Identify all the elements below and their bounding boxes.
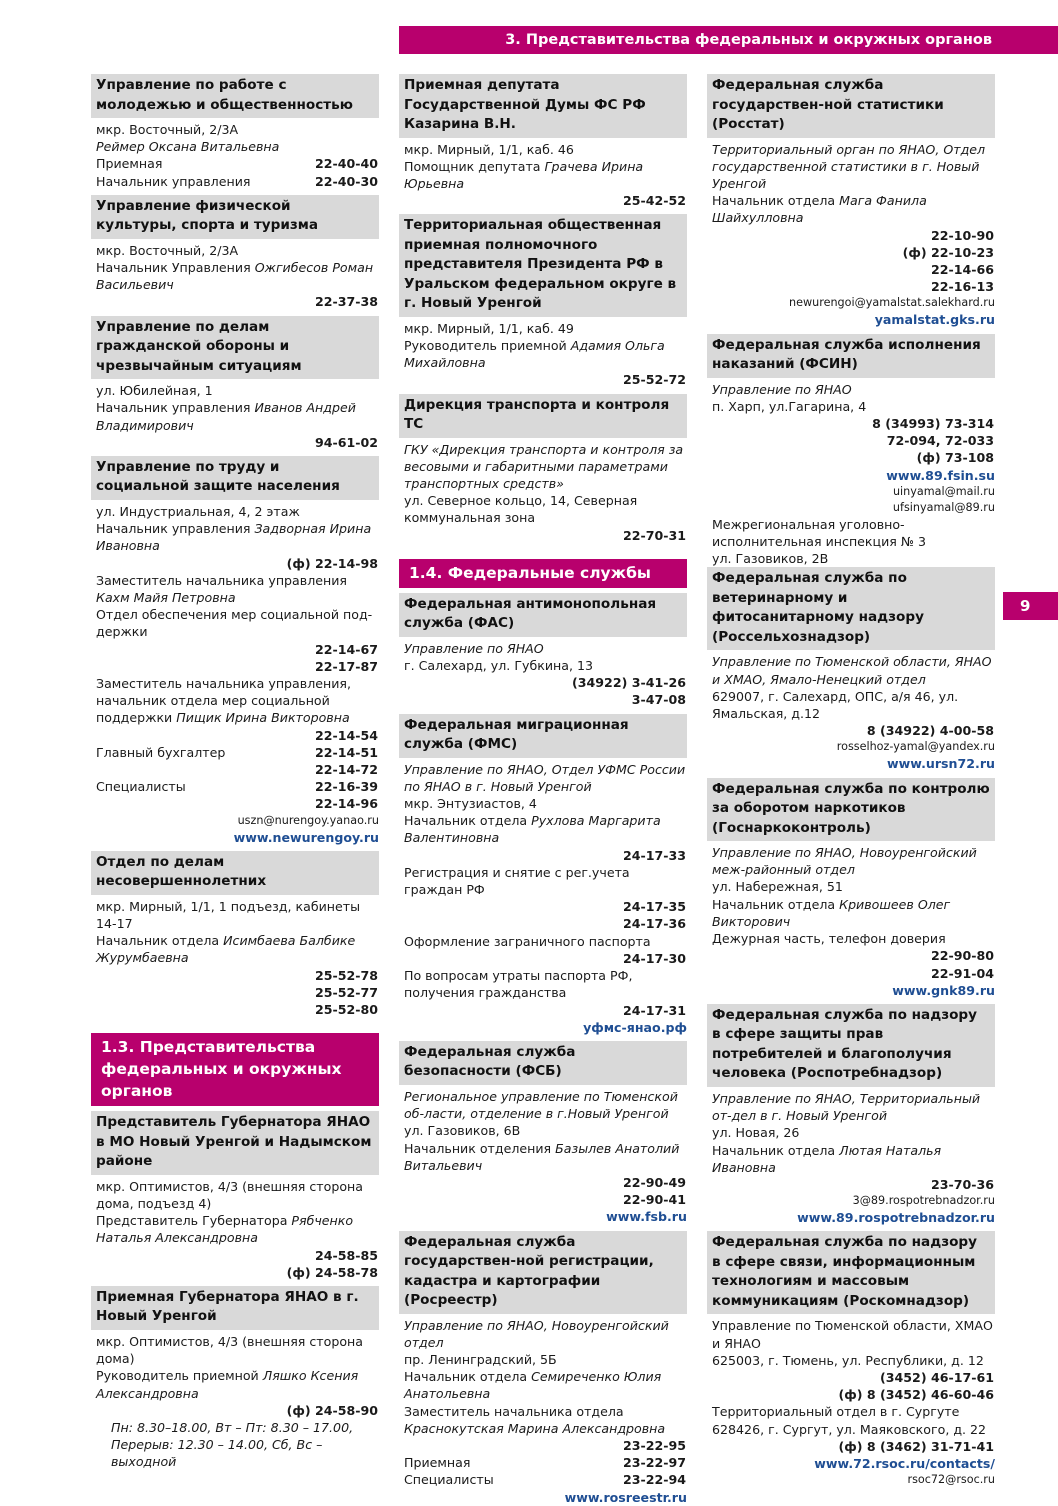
phone-number: 22-40-30: [314, 173, 378, 189]
column-middle: [399, 74, 687, 1506]
text-line: мкр. Оптимистов, 4/3 (внешняя сторона дома): [96, 1333, 363, 1367]
phone-number: 23-22-97: [622, 1455, 686, 1471]
role-label: Начальник отдела: [404, 813, 532, 829]
labeled-phone-row: [399, 1471, 687, 1488]
italic-text-line: Территориальный орган по ЯНАО, Отдел государственной статистики в г. Новый Уренгой: [712, 141, 986, 191]
role-person-line: [91, 520, 379, 554]
person-name: Ожгибесов Роман Васильевич: [96, 260, 374, 293]
phone-number: 23-22-94: [622, 1472, 686, 1488]
labeled-phone-row: [91, 173, 379, 190]
section-header-bar: [399, 26, 1058, 54]
section-title: 3. Представительства федеральных и окружных органов: [505, 32, 992, 48]
text-line: мкр. Энтузиастов, 4: [404, 796, 537, 812]
entry-heading: Федеральная служба по надзору в сфере защиты прав потребителей и благополучия человека (Роспотребнадзор): [707, 1004, 995, 1087]
italic-text-line: Управление по ЯНАО, Территориальный от-дел в г. Новый Уренгой: [712, 1090, 981, 1124]
labeled-phone-row: [91, 778, 379, 795]
role-label: Начальник отдела: [712, 896, 840, 912]
entry-heading: Приемная депутата Государственной Думы ФС РФ Казарина В.Н.: [399, 74, 687, 138]
entry-heading: Федеральная служба по ветеринарному и фитосанитарному надзору (Россельхознадзор): [707, 567, 995, 650]
person-name: Кахм Майя Петровна: [96, 589, 236, 605]
phone-label: Специалисты: [96, 779, 186, 795]
person-name: Рябченко Наталья Александровна: [96, 1213, 354, 1246]
phone-number: 94-61-02: [314, 434, 378, 450]
role-label: Руководитель приемной: [404, 338, 571, 354]
text-line: мкр. Оптимистов, 4/3 (внешняя сторона дома, подъезд 4): [96, 1178, 363, 1211]
entry-heading: Управление по делам гражданской обороны и чрезвычайным ситуациям: [91, 316, 379, 380]
entry-heading: Федеральная служба по надзору в сфере связи, информационным технологиям и массовым коммуникациям (Роскомнадзор): [707, 1231, 995, 1314]
website-link[interactable]: www.ursn72.ru: [886, 756, 995, 772]
entry-heading: Представитель Губернатора ЯНАО в МО Новый Уренгой и Надымском районе: [91, 1111, 379, 1175]
phone-number: 24-17-33: [622, 847, 686, 863]
person-name: Исимбаева Балбике Журумбаевна: [96, 933, 356, 966]
italic-text-line: Региональное управление по Тюменской об-ласти, отделение в г.Новый Уренгой: [404, 1088, 678, 1122]
phone-number: (ф) 22-14-98: [286, 555, 378, 571]
phone-number: (ф) 24-58-90: [286, 1402, 378, 1418]
role-person-line: [91, 675, 379, 727]
text-line: Регистрация и снятие с рег.учета граждан РФ: [404, 864, 630, 898]
website-link[interactable]: www.89.fsin.su: [886, 467, 995, 483]
section-heading: 1.3. Представительства федеральных и окружных органов: [91, 1033, 379, 1106]
text-line: Управление по Тюменской области, ХМАО и ЯНАО: [712, 1318, 993, 1351]
text-line: 625003, г. Тюмень, ул. Республики, д. 12: [712, 1352, 984, 1368]
role-person-line: [91, 572, 379, 606]
role-person-line: [707, 896, 995, 930]
person-name: Задворная Ирина Ивановна: [96, 521, 372, 554]
phone-number: 22-14-67: [314, 641, 378, 657]
text-line: мкр. Мирный, 1/1, каб. 49: [404, 320, 574, 336]
text-line: Дежурная часть, телефон доверия: [712, 931, 946, 947]
text-line: ул. Газовиков, 2В: [712, 551, 829, 567]
phone-number: 24-58-85: [314, 1247, 378, 1263]
text-line: мкр. Восточный, 2/3А: [96, 122, 239, 137]
role-label: Представитель Губернатора: [96, 1213, 292, 1229]
entry-heading: Управление по труду и социальной защите населения: [91, 456, 379, 500]
phone-number: (ф) 73-108: [916, 450, 994, 466]
phone-number: 24-17-35: [622, 899, 686, 915]
text-line: По вопросам утраты паспорта РФ, получения гражданства: [404, 968, 633, 1001]
text-line: Территориальный отдел в г. Сургуте: [712, 1404, 960, 1420]
phone-number: 22-10-90: [930, 227, 994, 243]
hours-note: Пн: 8.30–18.00, Вт – Пт: 8.30 – 17.00, Перерыв: 12.30 – 14.00, Сб, Вс – выходной: [111, 1419, 354, 1470]
role-person-line: [399, 158, 687, 192]
email-address[interactable]: rsoc72@rsoc.ru: [907, 1473, 995, 1487]
person-name: Мага Фанила Шайхулловна: [712, 193, 927, 226]
italic-text-line: Реймер Оксана Витальевна: [96, 139, 280, 155]
phone-number: 22-14-51: [314, 744, 378, 760]
role-person-line: [707, 192, 995, 226]
person-name: Адамия Ольга Михайловна: [404, 338, 665, 371]
entry-heading: Управление физической культуры, спорта и туризма: [91, 195, 379, 239]
phone-number: 25-52-72: [622, 372, 686, 388]
text-line: мкр. Мирный, 1/1, 1 подъезд, кабинеты 14-17: [96, 898, 361, 931]
role-person-line: [707, 1142, 995, 1176]
role-person-line: [91, 399, 379, 433]
italic-text-line: Управление по ЯНАО, Отдел УФМС России по ЯНАО в г. Новый Уренгой: [404, 761, 686, 794]
phone-number: 24-17-30: [622, 950, 686, 966]
labeled-phone-row: [399, 1454, 687, 1471]
person-name: Кривошеев Олег Викторович: [712, 896, 951, 929]
person-name: Пищик Ирина Викторовна: [176, 710, 350, 726]
role-label: Руководитель приемной: [96, 1368, 263, 1384]
phone-number: 72-094, 72-033: [886, 433, 994, 449]
text-line: Отдел обеспечения мер социальной под-держки: [96, 607, 373, 640]
column-left: [91, 74, 379, 1471]
entry-heading: Дирекция транспорта и контроля ТС: [399, 394, 687, 438]
phone-number: (3452) 46-17-61: [880, 1369, 994, 1385]
role-label: Начальник отдела: [712, 193, 840, 209]
role-label: Заместитель начальника управления: [96, 572, 347, 588]
entry-heading: Отдел по делам несовершеннолетних: [91, 851, 379, 895]
phone-number: 25-52-77: [314, 984, 378, 1000]
italic-text-line: Управление по ЯНАО, Новоуренгойский отдел: [404, 1317, 669, 1350]
phone-number: 22-90-41: [622, 1192, 686, 1208]
phone-label: Приемная: [96, 156, 163, 172]
person-name: Семиреченко Юлия Анатольевна: [404, 1369, 662, 1402]
phone-number: 22-14-66: [930, 261, 994, 277]
text-line: ул. Набережная, 51: [712, 879, 843, 895]
phone-number: (34922) 3-41-26: [572, 675, 686, 691]
phone-number: (ф) 24-58-78: [286, 1264, 378, 1280]
phone-number: 22-14-54: [314, 727, 378, 743]
person-name: Ляшко Ксения Александровна: [96, 1368, 359, 1401]
text-line: Межрегиональная уголовно-исполнительная инспекция № 3: [712, 516, 926, 549]
text-line: Оформление заграничного паспорта: [404, 933, 651, 949]
role-person-line: [91, 1367, 379, 1401]
email-address[interactable]: ufsinyamal@89.ru: [892, 500, 995, 514]
text-line: г. Салехард, ул. Губкина, 13: [404, 658, 593, 674]
entry-heading: Федеральная служба исполнения наказаний (ФСИН): [707, 334, 995, 378]
role-label: Начальник отдела: [712, 1142, 840, 1158]
text-line: мкр. Мирный, 1/1, каб. 46: [404, 141, 574, 157]
phone-number: 22-14-72: [314, 761, 378, 777]
column-right: [707, 74, 995, 1488]
website-link[interactable]: yamalstat.gks.ru: [874, 312, 995, 328]
entry-heading: Управление по работе с молодежью и общественностью: [91, 74, 379, 118]
text-line: ул. Новая, 26: [712, 1125, 800, 1141]
website-link[interactable]: www.89.rospotrebnadzor.ru: [797, 1210, 995, 1226]
phone-number: 25-52-78: [314, 967, 378, 983]
person-name: Рухлова Маргарита Валентиновна: [404, 813, 661, 846]
phone-number: 8 (34993) 73-314: [872, 415, 994, 431]
website-link[interactable]: www.newurengoy.ru: [233, 829, 379, 845]
website-link[interactable]: www.gnk89.ru: [892, 982, 995, 998]
role-label: Начальник управления: [96, 521, 255, 537]
person-name: Базылев Анатолий Витальевич: [404, 1140, 680, 1173]
phone-number: 22-40-40: [314, 156, 378, 172]
entry-heading: Территориальная общественная приемная полномочного представителя Президента РФ в Уральском федеральном округе в г. Новый Уренгой: [399, 214, 687, 317]
phone-number: 24-17-36: [622, 916, 686, 932]
phone-number: 23-22-95: [622, 1437, 686, 1453]
text-line: 629007, г. Салехард, ОПС, а/я 46, ул. Ямальская, д.12: [712, 688, 959, 721]
entry-heading: Федеральная служба по контролю за оборотом наркотиков (Госнаркоконтроль): [707, 778, 995, 842]
phone-number: 24-17-31: [622, 1002, 686, 1018]
website-link[interactable]: уфмс-янао.рф: [583, 1019, 687, 1035]
role-label: Начальник Управления: [96, 260, 255, 276]
role-label: Начальник отделения: [404, 1140, 556, 1156]
phone-number: 23-70-36: [930, 1176, 994, 1192]
email-address[interactable]: newurengoi@yamalstat.salekhard.ru: [789, 296, 995, 310]
text-line: 628426, г. Сургут, ул. Маяковского, д. 22: [712, 1421, 987, 1437]
italic-text-line: Управление по ЯНАО, Новоуренгойский меж-районный отдел: [712, 845, 977, 878]
phone-number: (ф) 8 (3462) 31-71-41: [838, 1438, 994, 1454]
phone-number: 22-17-87: [314, 658, 378, 674]
phone-label: Главный бухгалтер: [96, 744, 226, 760]
phone-number: 22-14-96: [314, 796, 378, 812]
email-address[interactable]: 3@89.rospotrebnadzor.ru: [852, 1194, 995, 1208]
role-label: Начальник управления: [96, 400, 255, 416]
role-label: Начальник отдела: [404, 1369, 532, 1385]
text-line: ул. Газовиков, 6В: [404, 1123, 521, 1139]
text-line: пр. Ленинградский, 5Б: [404, 1351, 557, 1367]
phone-number: 22-90-80: [930, 948, 994, 964]
page-number: 9: [1020, 597, 1031, 615]
role-person-line: [91, 259, 379, 293]
section-heading: 1.4. Федеральные службы: [399, 559, 687, 588]
text-line: ул. Индустриальная, 4, 2 этаж: [96, 503, 300, 519]
phone-number: 3-47-08: [631, 692, 686, 708]
person-name: Краснокутская Марина Александровна: [404, 1420, 666, 1436]
italic-text-line: Управление по Тюменской области, ЯНАО и ХМАО, Ямало-Ненецкий отдел: [712, 654, 992, 687]
email-address[interactable]: uszn@nurengoy.yanao.ru: [237, 813, 379, 827]
role-person-line: [91, 1212, 379, 1246]
phone-number: 8 (34922) 4-00-58: [866, 723, 994, 739]
italic-text-line: Управление по ЯНАО: [712, 381, 852, 397]
person-name: Грачева Ирина Юрьевна: [404, 158, 644, 191]
role-person-line: [91, 932, 379, 966]
phone-label: Приемная: [404, 1455, 471, 1471]
role-label: Начальник отдела: [96, 933, 224, 949]
entry-heading: Федеральная антимонопольная служба (ФАС): [399, 593, 687, 637]
role-label: Заместитель начальника управления, начальник отдела мер социальной поддержки: [96, 675, 351, 726]
role-label: Заместитель начальника отдела: [404, 1403, 624, 1419]
entry-heading: Федеральная служба государствен-ной статистики (Росстат): [707, 74, 995, 138]
phone-number: 22-16-39: [314, 779, 378, 795]
person-name: Иванов Андрей Владимирович: [96, 400, 356, 433]
website-link[interactable]: www.rosreestr.ru: [564, 1489, 687, 1505]
website-link[interactable]: www.fsb.ru: [606, 1209, 687, 1225]
text-line: ул. Северное кольцо, 14, Северная коммунальная зона: [404, 493, 638, 526]
person-name: Лютая Наталья Ивановна: [712, 1142, 942, 1175]
page-number-tab: [1003, 592, 1058, 620]
text-line: п. Харп, ул.Гагарина, 4: [712, 398, 867, 414]
role-person-line: [399, 1368, 687, 1402]
phone-number: 22-90-49: [622, 1174, 686, 1190]
phone-number: (ф) 22-10-23: [902, 244, 994, 260]
italic-text-line: Управление по ЯНАО: [404, 640, 544, 656]
phone-number: 25-42-52: [622, 193, 686, 209]
phone-label: Специалисты: [404, 1472, 494, 1488]
phone-number: 22-91-04: [930, 965, 994, 981]
labeled-phone-row: [91, 155, 379, 172]
phone-number: (ф) 8 (3452) 46-60-46: [838, 1387, 994, 1403]
entry-heading: Федеральная служба безопасности (ФСБ): [399, 1041, 687, 1085]
role-person-line: [399, 812, 687, 846]
email-address[interactable]: uinyamal@mail.ru: [892, 484, 995, 498]
phone-number: 22-16-13: [930, 279, 994, 295]
entry-heading: Федеральная миграционная служба (ФМС): [399, 714, 687, 758]
italic-text-line: ГКУ «Дирекция транспорта и контроля за весовыми и габаритными параметрами транспортных средств»: [404, 441, 684, 492]
entry-heading: Приемная Губернатора ЯНАО в г. Новый Уренгой: [91, 1286, 379, 1330]
phone-number: 25-52-80: [314, 1002, 378, 1018]
role-label: Помощник депутата: [404, 158, 545, 174]
entry-heading: Федеральная служба государствен-ной регистрации, кадастра и картографии (Росреестр): [399, 1231, 687, 1314]
phone-label: Начальник управления: [96, 173, 251, 189]
role-person-line: [399, 1140, 687, 1174]
text-line: мкр. Восточный, 2/3А: [96, 242, 239, 258]
email-address[interactable]: rosselhoz-yamal@yandex.ru: [836, 740, 995, 754]
labeled-phone-row: [91, 744, 379, 761]
phone-number: 22-70-31: [622, 527, 686, 543]
text-line: ул. Юбилейная, 1: [96, 383, 213, 399]
role-person-line: [399, 337, 687, 371]
phone-number: 22-37-38: [314, 294, 378, 310]
website-link[interactable]: www.72.rsoc.ru/contacts/: [814, 1455, 995, 1471]
role-person-line: [399, 1403, 687, 1437]
